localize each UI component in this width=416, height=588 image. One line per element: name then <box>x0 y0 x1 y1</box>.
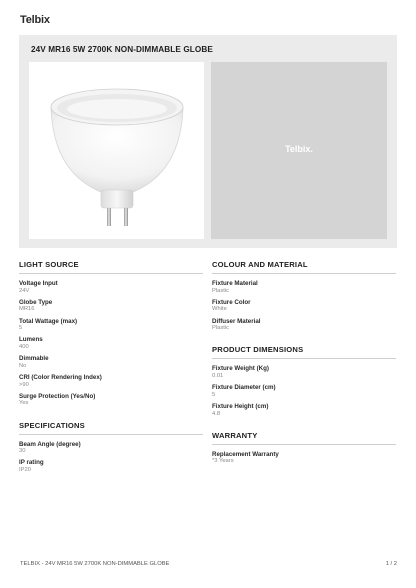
spec-value: >90 <box>19 381 29 388</box>
section-title-light-source: LIGHT SOURCE <box>19 260 203 274</box>
spec-value: MR16 <box>19 306 35 313</box>
spec-value: 0.01 <box>212 372 224 379</box>
spec-value: *3 Years <box>212 458 234 465</box>
spec-value: Yes <box>19 400 29 407</box>
spec-item <box>19 336 203 351</box>
spec-item <box>19 299 203 314</box>
left-column <box>19 260 203 478</box>
spec-label: Fixture Material <box>212 280 258 287</box>
brand-logo <box>20 14 50 26</box>
spec-label: Dimmable <box>19 355 49 363</box>
spec-label: Total Wattage (max) <box>19 317 78 325</box>
spec-item <box>19 355 203 370</box>
spec-label: Globe Type <box>19 298 53 306</box>
product-photo <box>29 62 204 239</box>
brand-logo-text: Telbix <box>20 14 50 26</box>
page-number: 1 / 2 <box>385 561 397 567</box>
spec-value: 5 <box>212 391 216 398</box>
spec-value: 4.8 <box>212 410 221 417</box>
spec-value: No <box>19 362 27 369</box>
spec-label: Fixture Height (cm) <box>212 402 269 410</box>
spec-label: Replacement Warranty <box>212 450 279 458</box>
spec-label: Fixture Color <box>212 298 251 306</box>
footer-text: TELBIX - 24V MR16 5W 2700K NON-DIMMABLE GLOBE <box>20 561 170 567</box>
product-dimensions-list <box>212 365 396 417</box>
spec-item <box>19 280 203 295</box>
placeholder-logo: Telbix. <box>285 144 313 154</box>
section-title-product-dimensions: PRODUCT DIMENSIONS <box>212 345 396 359</box>
spec-label: Surge Protection (Yes/No) <box>19 392 96 400</box>
spec-item <box>212 384 396 399</box>
page-footer <box>20 561 397 567</box>
spec-label: Fixture Weight (Kg) <box>212 365 269 373</box>
spec-label: CRI (Color Rendering Index) <box>19 373 102 381</box>
spec-value: White <box>212 306 227 313</box>
section-title-warranty: WARRANTY <box>212 431 396 445</box>
colour-material-list <box>212 280 396 332</box>
spec-value: IP20 <box>19 466 31 473</box>
spec-item <box>212 451 396 466</box>
spec-item <box>19 374 203 389</box>
product-title: 24V MR16 5W 2700K NON-DIMMABLE GLOBE <box>31 45 213 54</box>
spec-item <box>212 299 396 314</box>
spec-label: IP rating <box>19 459 44 467</box>
spec-label: Beam Angle (degree) <box>19 440 81 448</box>
spec-value: Plastic <box>212 287 230 294</box>
spec-label: Lumens <box>19 336 43 344</box>
section-title-colour-material: COLOUR AND MATERIAL <box>212 260 396 274</box>
spec-item <box>19 393 203 408</box>
section-title-specifications: SPECIFICATIONS <box>19 421 203 435</box>
product-hero <box>19 35 397 248</box>
mr16-bulb-image <box>29 62 204 239</box>
spec-label: Diffuser Material <box>212 317 261 325</box>
specifications-list <box>19 441 203 475</box>
right-column <box>212 260 396 470</box>
spec-label: Voltage Input <box>19 280 58 287</box>
spec-item <box>19 318 203 333</box>
spec-item <box>19 459 203 474</box>
spec-value: Plastic <box>212 325 230 332</box>
spec-item <box>212 365 396 380</box>
spec-item <box>212 318 396 333</box>
spec-value: 24V <box>19 287 30 294</box>
spec-item <box>212 280 396 295</box>
spec-label: Fixture Diameter (cm) <box>212 384 276 392</box>
spec-value: 5 <box>19 325 23 332</box>
warranty-list <box>212 451 396 466</box>
image-placeholder <box>211 62 387 239</box>
light-source-list <box>19 280 203 408</box>
spec-value: 30 <box>19 448 26 455</box>
spec-value: 400 <box>19 343 29 350</box>
spec-item <box>19 441 203 456</box>
spec-item <box>212 403 396 418</box>
